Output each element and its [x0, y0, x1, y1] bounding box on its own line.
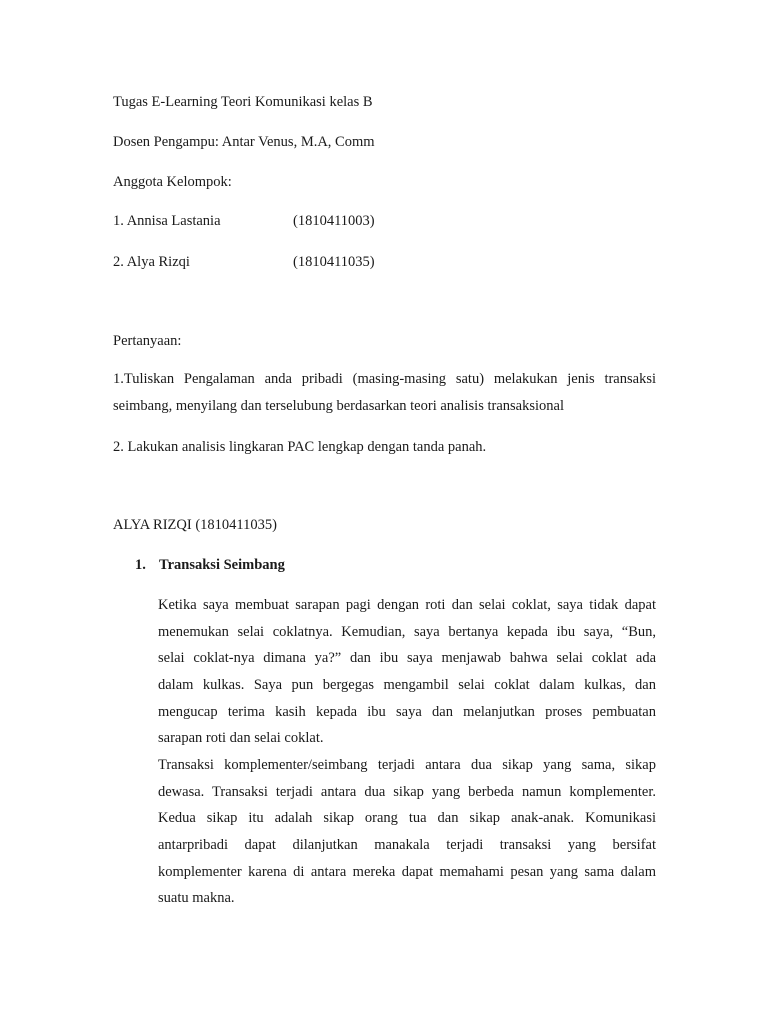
- paragraph-1-line: dalam kulkas. Saya pun bergegas mengambil selai coklat dalam kulkas, dan: [158, 677, 656, 694]
- section-item-title: Transaksi Seimbang: [159, 557, 285, 573]
- questions-label: Pertanyaan:: [113, 333, 182, 349]
- paragraph-2-line: Kedua sikap itu adalah sikap orang tua dan sikap anak-anak. Komunikasi: [158, 810, 656, 827]
- question-2: 2. Lakukan analisis lingkaran PAC lengkap dengan tanda panah.: [113, 439, 487, 455]
- paragraph-1-line: mengucap terima kasih kepada ibu saya dan melanjutkan proses pembuatan: [158, 703, 656, 720]
- lecturer-line: Dosen Pengampu: Antar Venus, M.A, Comm: [113, 134, 375, 150]
- paragraph-2-line: komplementer karena di antara mereka dapat memahami pesan yang sama dalam: [158, 863, 656, 880]
- question-1-line: seimbang, menyilang dan terselubung berdasarkan teori analisis transaksional: [113, 397, 564, 414]
- member-nim-1: (1810411003): [293, 213, 375, 229]
- paragraph-2-line: antarpribadi dapat dilanjutkan manakala terjadi transaksi yang bersifat: [158, 837, 656, 854]
- paragraph-1: [158, 592, 656, 752]
- paragraph-1-line: Ketika saya membuat sarapan pagi dengan roti dan selai coklat, saya tidak dapat: [158, 597, 656, 613]
- section-author: ALYA RIZQI (1810411035): [113, 517, 277, 533]
- question-1: [113, 366, 656, 419]
- paragraph-2-line: dewasa. Transaksi terjadi antara dua sikap yang berbeda namun komplementer.: [158, 783, 656, 800]
- paragraph-2-line: Transaksi komplementer/seimbang terjadi antara dua sikap yang sama, sikap: [158, 757, 656, 773]
- members-label: Anggota Kelompok:: [113, 174, 232, 190]
- member-nim-2: (1810411035): [293, 254, 375, 270]
- section-item-heading: [135, 556, 285, 574]
- paragraph-1-line: selai coklat-nya dimana ya?” dan ibu saya menjawab bahwa selai coklat ada: [158, 650, 656, 667]
- paragraph-2-line: suatu makna.: [158, 890, 235, 907]
- section-item-number: 1.: [135, 557, 146, 573]
- member-name-2: 2. Alya Rizqi: [113, 254, 190, 270]
- paragraph-1-line: menemukan selai coklatnya. Kemudian, saya bertanya kepada ibu saya, “Bun,: [158, 623, 656, 640]
- paragraph-2: [158, 752, 656, 912]
- question-1-line: 1.Tuliskan Pengalaman anda pribadi (masing-masing satu) melakukan jenis transaksi: [113, 371, 656, 387]
- document-title: Tugas E-Learning Teori Komunikasi kelas B: [113, 94, 373, 110]
- paragraph-1-line: sarapan roti dan selai coklat.: [158, 730, 324, 747]
- member-name-1: 1. Annisa Lastania: [113, 213, 221, 229]
